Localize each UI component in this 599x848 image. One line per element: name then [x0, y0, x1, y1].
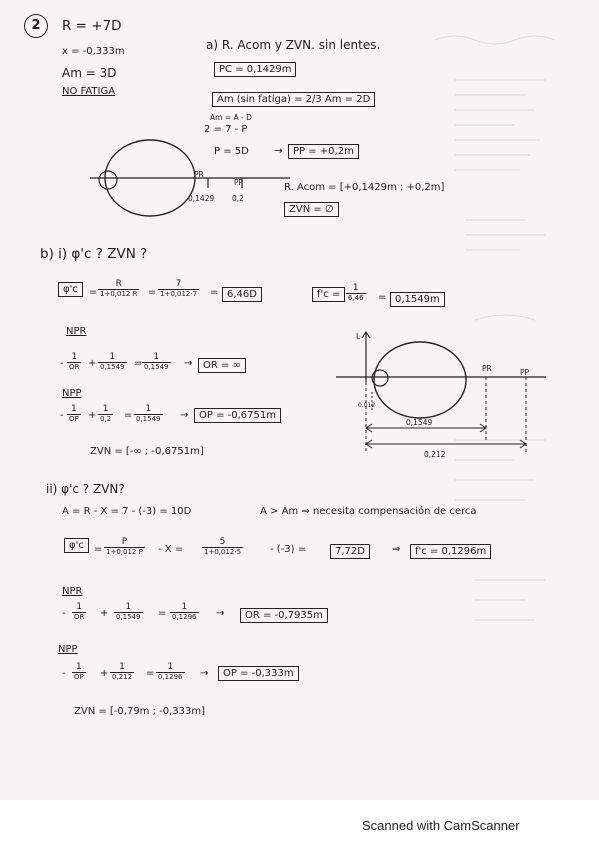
part-b-ii-npr-fraction-2 [114, 602, 143, 622]
part-b-ii-phi-eq1: = [94, 544, 103, 555]
part-b-ii-npp-eq: = [146, 668, 155, 679]
fraction-numerator: 1 [167, 662, 174, 672]
part-b-ii-npr-fraction-3 [170, 602, 199, 622]
fraction-numerator: 1 [352, 283, 359, 293]
part-b-phi-eq2: = [148, 287, 157, 298]
part-a-pp: PP = +0,2m [288, 144, 359, 159]
fraction-denominator: 0,212 [112, 673, 133, 681]
part-b-ii-phi-fraction-2 [202, 537, 243, 557]
part-b-npp-fraction-3 [134, 404, 163, 424]
part-b-fc-fraction [346, 283, 366, 303]
part-b-ii-phi-mid: - X = [158, 544, 184, 555]
part-b-npr-result: OR = ∞ [198, 358, 246, 373]
fraction-numerator: 5 [219, 537, 226, 547]
part-b-ii-fc-result: f'c = 0,1296m [410, 544, 491, 559]
part-b-ii-npr-result: OR = -0,7935m [240, 608, 328, 623]
part-b-npp-eq: = [124, 410, 133, 421]
part-b-phi-result: 6,46D [222, 287, 262, 302]
part-a-pr-label: PR [194, 170, 204, 179]
fraction-denominator: OP [74, 673, 84, 681]
problem-number-circle: 2 [24, 14, 48, 38]
part-b-npr-fraction-2 [98, 352, 127, 372]
fraction-numerator: P [121, 537, 128, 547]
fraction-denominator: 1+0,012·5 [204, 548, 242, 556]
fraction-denominator: 0,1549 [116, 613, 141, 621]
fraction-numerator: 1 [76, 602, 83, 612]
part-b-ii-npr-eq: = [158, 608, 167, 619]
fraction-numerator: 1 [119, 662, 125, 672]
part-a-line-p2: P = 5D [214, 146, 249, 157]
part-b-phi-fraction-2 [158, 279, 199, 299]
given-r: R = +7D [62, 18, 122, 34]
fraction-denominator: 0,1296 [158, 673, 183, 681]
fraction-numerator: 1 [71, 404, 77, 414]
fraction-denominator: 0,1549 [144, 363, 169, 371]
part-b-ii-npp-plus: + [100, 668, 109, 679]
part-b-ii-npr-sign: - [62, 608, 66, 619]
part-b-ii-heading: ii) φ'c ? ZVN? [46, 482, 125, 496]
part-b-ii-npr-arrow: → [216, 608, 225, 619]
fraction-denominator: 1+0,012 R [100, 290, 138, 298]
part-a-am-small: Am = A - D [210, 113, 252, 122]
part-b-diagram-pp-label: PP [520, 368, 530, 377]
given-x: x = -0,333m [62, 46, 125, 57]
part-b-eye-diagram [336, 332, 546, 462]
part-b-ii-npp-arrow: → [200, 668, 209, 679]
part-b-heading: b) i) φ'c ? ZVN ? [40, 246, 148, 262]
part-b-npr-label: NPR [66, 326, 87, 337]
part-a-am-sin-fatiga: Am (sin fatiga) = 2/3 Am = 2D [212, 92, 375, 107]
part-b-npr-fraction-1 [67, 352, 81, 372]
part-b-fc-eq: = [378, 292, 387, 303]
fraction-numerator: 1 [102, 404, 109, 414]
fraction-denominator: 0,1296 [172, 613, 197, 621]
fraction-denominator: 6,46 [348, 294, 364, 302]
part-b-ii-phi-fraction-1 [104, 537, 145, 557]
fraction-denominator: 1+0,012·7 [160, 290, 198, 298]
fraction-numerator: R [115, 279, 122, 289]
fraction-numerator: 1 [71, 352, 78, 362]
part-b-npr-plus: + [88, 358, 97, 369]
fraction-numerator: 1 [153, 352, 160, 362]
part-a-zvn: ZVN = ∅ [284, 202, 339, 217]
part-b-ii-zvn: ZVN = [-0,79m ; -0,333m] [74, 706, 206, 717]
part-b-ii-npp-fraction-2 [110, 662, 134, 682]
part-b-npp-fraction-2 [98, 404, 113, 424]
fraction-numerator: 1 [76, 662, 82, 672]
part-b-ii-npp-fraction-3 [156, 662, 185, 682]
part-b-ii-phi-lhs: φ'c [64, 538, 89, 553]
fraction-denominator: OR [69, 363, 80, 371]
part-b-npp-plus: + [88, 410, 97, 421]
fraction-numerator: 1 [145, 404, 152, 414]
part-b-fc-result: 0,1549m [390, 292, 445, 307]
part-b-ii-a-line: A = R - X = 7 - (-3) = 10D [62, 506, 192, 517]
part-b-ii-npp-result: OP = -0,333m [218, 666, 299, 681]
part-a-eye-diagram [90, 140, 290, 230]
part-b-phi-lhs: φ'c [58, 282, 83, 297]
part-a-r-acom: R. Acom = [+0,1429m ; +0,2m] [284, 182, 445, 193]
part-b-diagram-l-label: L [356, 332, 361, 341]
part-b-ii-npp-sign: - [62, 668, 66, 679]
part-a-heading: a) R. Acom y ZVN. sin lentes. [206, 38, 381, 52]
part-b-npp-sign: - [60, 410, 64, 421]
fraction-numerator: 1 [181, 602, 188, 612]
fraction-denominator: 0,1549 [100, 363, 125, 371]
fraction-numerator: 1 [109, 352, 116, 362]
part-b-npp-fraction-1 [67, 404, 81, 424]
part-b-npp-arrow: → [180, 410, 189, 421]
part-a-pp-value: 0,2 [232, 194, 244, 203]
given-am: Am = 3D [62, 66, 117, 80]
part-a-pc: PC = 0,1429m [214, 62, 296, 77]
part-b-diagram-d1: 0,1549 [406, 418, 433, 427]
arrow-icon: → [274, 145, 283, 157]
fraction-denominator: OP [69, 415, 79, 423]
part-b-npr-fraction-3 [142, 352, 171, 372]
part-b-fc-lhs: f'c = [312, 287, 345, 302]
fraction-denominator: 0,1549 [136, 415, 161, 423]
part-b-ii-npp-fraction-1 [72, 662, 86, 682]
scanner-watermark: Scanned with CamScanner [362, 818, 520, 833]
part-b-ii-phi-arrow: ⇒ [392, 544, 401, 555]
part-b-phi-eq3: = [210, 287, 219, 298]
part-b-diagram-pr-label: PR [482, 364, 492, 373]
part-b-ii-npp-label: NPP [58, 644, 78, 655]
part-a-line-p: 2 = 7 - P [204, 124, 248, 135]
part-b-phi-fraction-1 [98, 279, 139, 299]
fraction-denominator: 1+0,012 P [106, 548, 143, 556]
part-b-ii-phi-tail: - (-3) = [270, 544, 307, 555]
part-b-ii-npr-fraction-1 [72, 602, 86, 622]
part-b-npp-label: NPP [62, 388, 82, 399]
part-b-diagram-d2: 0,212 [424, 450, 446, 459]
part-b-npr-sign: - [60, 358, 64, 369]
fraction-denominator: OR [74, 613, 85, 621]
part-b-ii-phi-result: 7,72D [330, 544, 370, 559]
part-b-npr-arrow: → [184, 358, 193, 369]
given-fatigue: NO FATIGA [62, 86, 116, 97]
part-b-ii-npr-label: NPR [62, 586, 83, 597]
part-a-pr-value: 0,1429 [188, 194, 215, 203]
part-b-phi-eq1: = [89, 287, 98, 298]
part-b-diagram-small-label: 0,012 [358, 402, 376, 409]
part-b-npp-result: OP = -0,6751m [194, 408, 281, 423]
part-b-npr-eq: = [134, 358, 143, 369]
fraction-denominator: 0,2 [100, 415, 112, 423]
part-b-zvn: ZVN = [-∞ ; -0,6751m] [90, 446, 204, 457]
part-b-ii-npr-plus: + [100, 608, 109, 619]
fraction-numerator: 1 [125, 602, 132, 612]
part-a-pp-label: PP [234, 178, 244, 187]
part-b-ii-compensation: A > Am ⇒ necesita compensación de cerca [260, 506, 477, 517]
fraction-numerator: 7 [175, 279, 182, 289]
